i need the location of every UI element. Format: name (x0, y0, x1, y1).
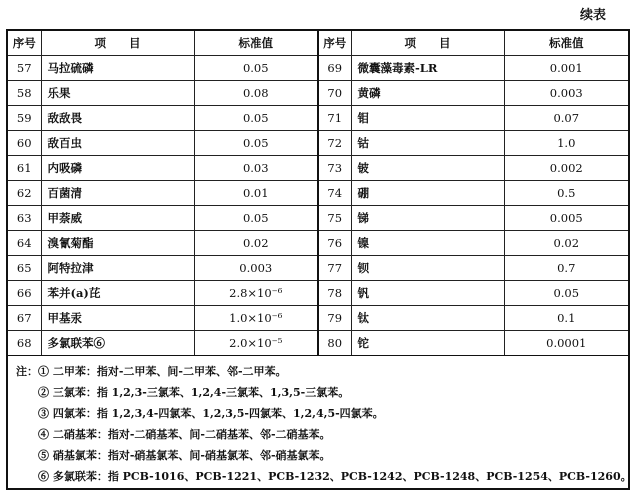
note-line (16, 445, 626, 466)
note-line (16, 361, 626, 382)
item-name-left: 马拉硫磷 (41, 56, 194, 81)
standard-value-left: 0.003 (194, 256, 318, 281)
table-row (8, 331, 628, 356)
standard-value-right: 0.001 (504, 56, 628, 81)
row-number-right: 78 (318, 281, 351, 306)
note-line (16, 382, 626, 403)
item-name-right: 铍 (351, 156, 504, 181)
row-number-left: 66 (8, 281, 41, 306)
row-number-right: 74 (318, 181, 351, 206)
standard-value-left: 0.05 (194, 206, 318, 231)
item-name-left: 百菌清 (41, 181, 194, 206)
header-no-left: 序号 (8, 31, 41, 56)
table-row (8, 306, 628, 331)
item-name-left: 甲基汞 (41, 306, 194, 331)
standard-value-left: 0.05 (194, 131, 318, 156)
row-number-left: 68 (8, 331, 41, 356)
standard-value-left: 0.05 (194, 106, 318, 131)
item-name-left: 敌百虫 (41, 131, 194, 156)
row-number-right: 80 (318, 331, 351, 356)
item-name-right: 铊 (351, 331, 504, 356)
row-number-left: 59 (8, 106, 41, 131)
standard-value-right: 0.005 (504, 206, 628, 231)
standard-value-left: 0.02 (194, 231, 318, 256)
item-name-right: 钼 (351, 106, 504, 131)
row-number-right: 75 (318, 206, 351, 231)
row-number-right: 69 (318, 56, 351, 81)
table-row (8, 156, 628, 181)
header-value-right: 标准值 (504, 31, 628, 56)
header-no-right: 序号 (318, 31, 351, 56)
header-item-left: 项 目 (41, 31, 194, 56)
note-text: ① 二甲苯：指对-二甲苯、间-二甲苯、邻-二甲苯。 (38, 365, 287, 378)
table-row (8, 131, 628, 156)
item-name-left: 溴氰菊酯 (41, 231, 194, 256)
table-row (8, 206, 628, 231)
note-text: ⑥ 多氯联苯：指 PCB-1016、PCB-1221、PCB-1232、PCB-1242、PCB-1248、PCB-1254、PCB-1260。 (38, 470, 632, 483)
row-number-left: 57 (8, 56, 41, 81)
note-text: ④ 二硝基苯：指对-二硝基苯、间-二硝基苯、邻-二硝基苯。 (38, 428, 331, 441)
note-text: ⑤ 硝基氯苯：指对-硝基氯苯、间-硝基氯苯、邻-硝基氯苯。 (38, 449, 331, 462)
standard-value-right: 0.003 (504, 81, 628, 106)
row-number-left: 60 (8, 131, 41, 156)
standard-value-left: 1.0×10⁻⁶ (194, 306, 318, 331)
continued-label: 续表 (579, 8, 606, 23)
item-name-left: 敌敌畏 (41, 106, 194, 131)
table-row (8, 56, 628, 81)
row-number-right: 72 (318, 131, 351, 156)
item-name-right: 钛 (351, 306, 504, 331)
item-name-right: 钡 (351, 256, 504, 281)
row-number-right: 73 (318, 156, 351, 181)
row-number-left: 65 (8, 256, 41, 281)
item-name-right: 镍 (351, 231, 504, 256)
note-line (16, 424, 626, 445)
row-number-left: 62 (8, 181, 41, 206)
standard-value-right: 0.5 (504, 181, 628, 206)
note-text: ② 三氯苯：指 1,2,3-三氯苯、1,2,4-三氯苯、1,3,5-三氯苯。 (38, 386, 350, 399)
table-header-row (8, 31, 628, 56)
item-name-left: 内吸磷 (41, 156, 194, 181)
standard-value-left: 0.05 (194, 56, 318, 81)
item-name-left: 阿特拉津 (41, 256, 194, 281)
table-row (8, 81, 628, 106)
standard-value-left: 0.01 (194, 181, 318, 206)
note-text: ③ 四氯苯：指 1,2,3,4-四氯苯、1,2,3,5-四氯苯、1,2,4,5-四氯苯。 (38, 407, 384, 420)
item-name-left: 多氯联苯⑥ (41, 331, 194, 356)
row-number-right: 71 (318, 106, 351, 131)
standard-value-left: 0.03 (194, 156, 318, 181)
standard-value-right: 0.002 (504, 156, 628, 181)
table-row (8, 231, 628, 256)
standards-table (8, 31, 628, 356)
standard-value-left: 0.08 (194, 81, 318, 106)
note-line (16, 403, 626, 424)
note-line (16, 466, 632, 487)
row-number-left: 64 (8, 231, 41, 256)
item-name-right: 黄磷 (351, 81, 504, 106)
item-name-right: 硼 (351, 181, 504, 206)
table-row (8, 256, 628, 281)
notes-section (16, 361, 632, 487)
header-item-right: 项 目 (351, 31, 504, 56)
item-name-right: 微囊藻毒素-LR (351, 56, 504, 81)
header-value-left: 标准值 (194, 31, 318, 56)
standard-value-right: 0.07 (504, 106, 628, 131)
row-number-right: 79 (318, 306, 351, 331)
row-number-left: 58 (8, 81, 41, 106)
row-number-right: 77 (318, 256, 351, 281)
notes-prefix: 注： (16, 365, 38, 378)
row-number-left: 63 (8, 206, 41, 231)
standard-value-right: 0.7 (504, 256, 628, 281)
item-name-left: 乐果 (41, 81, 194, 106)
row-number-left: 67 (8, 306, 41, 331)
standard-value-right: 0.02 (504, 231, 628, 256)
standard-value-right: 1.0 (504, 131, 628, 156)
table-row (8, 281, 628, 306)
standards-table-frame (6, 29, 630, 490)
standard-value-right: 0.0001 (504, 331, 628, 356)
item-name-left: 甲萘威 (41, 206, 194, 231)
item-name-right: 钒 (351, 281, 504, 306)
item-name-right: 钴 (351, 131, 504, 156)
table-row (8, 181, 628, 206)
item-name-right: 锑 (351, 206, 504, 231)
row-number-left: 61 (8, 156, 41, 181)
standard-value-right: 0.05 (504, 281, 628, 306)
item-name-left: 苯并(a)芘 (41, 281, 194, 306)
standard-value-left: 2.0×10⁻⁵ (194, 331, 318, 356)
standard-value-right: 0.1 (504, 306, 628, 331)
table-row (8, 106, 628, 131)
row-number-right: 76 (318, 231, 351, 256)
standard-value-left: 2.8×10⁻⁶ (194, 281, 318, 306)
row-number-right: 70 (318, 81, 351, 106)
